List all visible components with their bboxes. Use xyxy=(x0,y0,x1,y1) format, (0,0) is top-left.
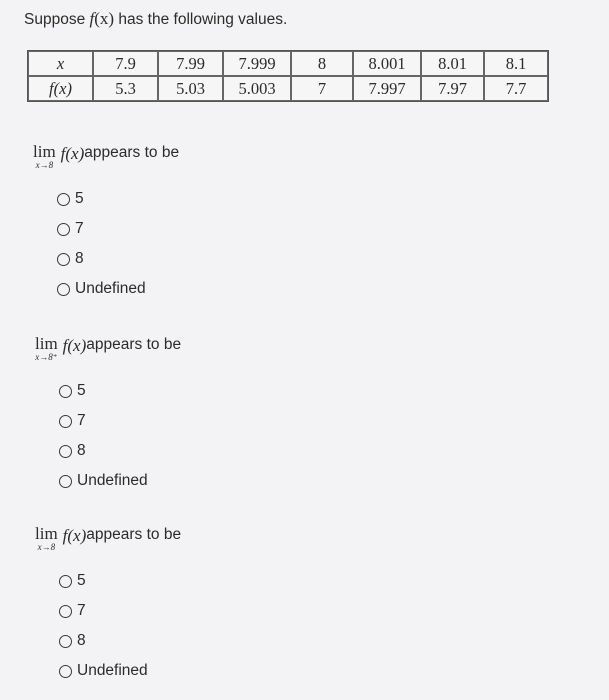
option-label: 5 xyxy=(77,382,86,399)
radio-button[interactable] xyxy=(57,223,70,236)
limit-notation xyxy=(33,143,56,170)
option-8[interactable] xyxy=(57,244,179,274)
fx-cell: 5.3 xyxy=(93,76,158,101)
limit-notation xyxy=(35,525,58,552)
intro-function: f xyxy=(89,9,95,28)
lim-word: lim xyxy=(35,524,58,543)
fx-cell: 5.03 xyxy=(158,76,223,101)
radio-button[interactable] xyxy=(59,575,72,588)
limit-subscript: x→8⁺ xyxy=(35,352,58,362)
fx-cell: 5.003 xyxy=(223,76,291,101)
fx-cell: 7.97 xyxy=(421,76,484,101)
problem-statement xyxy=(24,9,287,29)
radio-button[interactable] xyxy=(59,665,72,678)
option-8[interactable] xyxy=(59,436,181,466)
x-row xyxy=(28,51,548,76)
option-undefined[interactable] xyxy=(57,274,179,304)
question-text: appears to be xyxy=(86,336,182,353)
intro-suffix: has the following values. xyxy=(114,11,288,28)
radio-button[interactable] xyxy=(59,635,72,648)
option-5[interactable] xyxy=(59,566,181,596)
lim-word: lim xyxy=(35,334,58,353)
option-7[interactable] xyxy=(59,406,181,436)
option-label: 7 xyxy=(77,602,86,619)
fx-row xyxy=(28,76,548,101)
fx-cell: 7.7 xyxy=(484,76,548,101)
question-2-prompt xyxy=(35,335,181,362)
radio-button[interactable] xyxy=(57,253,70,266)
intro-argument: (x) xyxy=(94,9,115,28)
x-cell: 7.99 xyxy=(158,51,223,76)
question-3-prompt xyxy=(35,525,181,552)
question-1-prompt xyxy=(33,143,179,170)
question-text: appears to be xyxy=(86,526,182,543)
option-label: Undefined xyxy=(77,472,148,489)
x-cell: 8.01 xyxy=(421,51,484,76)
option-8[interactable] xyxy=(59,626,181,656)
radio-button[interactable] xyxy=(57,193,70,206)
x-cell: 7.9 xyxy=(93,51,158,76)
option-label: 8 xyxy=(75,250,84,267)
radio-button[interactable] xyxy=(59,415,72,428)
question-text: appears to be xyxy=(84,144,180,161)
radio-button[interactable] xyxy=(59,445,72,458)
option-undefined[interactable] xyxy=(59,656,181,686)
radio-button[interactable] xyxy=(59,475,72,488)
radio-button[interactable] xyxy=(59,385,72,398)
fx-row-header: f(x) xyxy=(28,76,93,101)
x-cell: 8.001 xyxy=(353,51,421,76)
x-cell: 7.999 xyxy=(223,51,291,76)
x-cell: 8.1 xyxy=(484,51,548,76)
lim-word: lim xyxy=(33,142,56,161)
option-label: 8 xyxy=(77,632,86,649)
answer-options xyxy=(59,376,181,496)
question-2 xyxy=(35,335,181,496)
question-1 xyxy=(33,143,179,304)
radio-button[interactable] xyxy=(57,283,70,296)
limit-subscript: x→8 xyxy=(35,160,54,170)
option-label: Undefined xyxy=(77,662,148,679)
x-row-header: x xyxy=(28,51,93,76)
limit-subscript: x→8 xyxy=(37,542,56,552)
option-label: 7 xyxy=(75,220,84,237)
answer-options xyxy=(57,184,179,304)
question-3 xyxy=(35,525,181,686)
radio-button[interactable] xyxy=(59,605,72,618)
limit-expression: f(x) xyxy=(60,144,85,163)
option-7[interactable] xyxy=(57,214,179,244)
limit-notation xyxy=(35,335,58,362)
option-label: 7 xyxy=(77,412,86,429)
x-cell: 8 xyxy=(291,51,353,76)
fx-cell: 7 xyxy=(291,76,353,101)
option-label: 8 xyxy=(77,442,86,459)
option-5[interactable] xyxy=(59,376,181,406)
fx-cell: 7.997 xyxy=(353,76,421,101)
limit-expression: f(x) xyxy=(62,336,87,355)
values-table xyxy=(27,50,549,102)
option-5[interactable] xyxy=(57,184,179,214)
limit-expression: f(x) xyxy=(62,526,87,545)
option-label: 5 xyxy=(77,572,86,589)
intro-prefix: Suppose xyxy=(24,11,90,28)
option-undefined[interactable] xyxy=(59,466,181,496)
option-label: Undefined xyxy=(75,280,146,297)
option-7[interactable] xyxy=(59,596,181,626)
option-label: 5 xyxy=(75,190,84,207)
answer-options xyxy=(59,566,181,686)
